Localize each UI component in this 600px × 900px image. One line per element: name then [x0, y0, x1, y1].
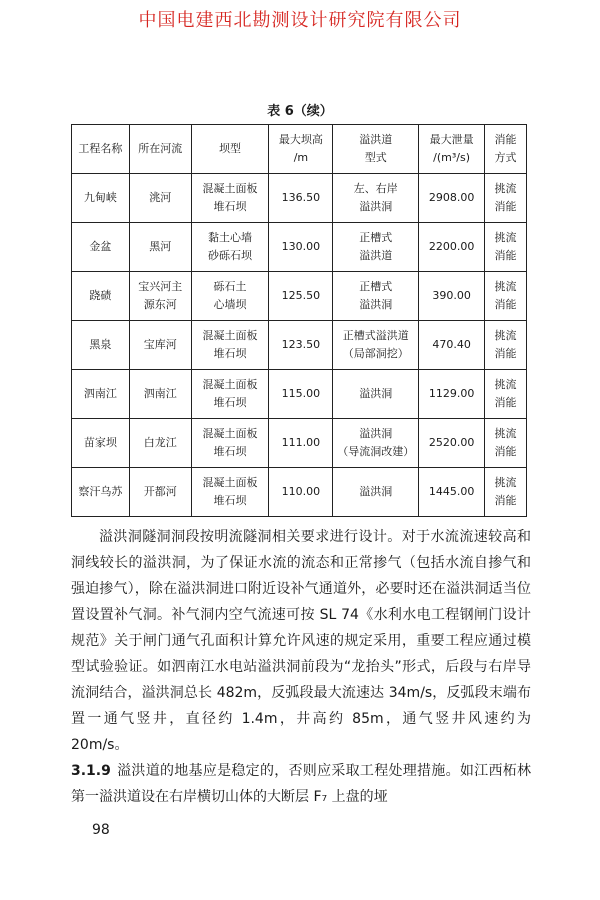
- cell-spillway-type: 正槽式溢洪道 （局部洞挖）: [333, 321, 419, 370]
- header-energy-dissipation: 消能 方式: [485, 125, 527, 174]
- cell-energy-dissipation: 挑流 消能: [485, 419, 527, 468]
- cell-spillway-type: 左、右岸 溢洪洞: [333, 174, 419, 223]
- cell-max-discharge: 2520.00: [419, 419, 485, 468]
- cell-project-name: 九甸峡: [72, 174, 130, 223]
- cell-dam-type: 混凝土面板 堆石坝: [191, 370, 269, 419]
- cell-river: 洮河: [129, 174, 191, 223]
- cell-project-name: 黑泉: [72, 321, 130, 370]
- table-row: [72, 272, 527, 321]
- cell-spillway-type: 正槽式 溢洪洞: [333, 272, 419, 321]
- cell-spillway-type: 溢洪洞: [333, 468, 419, 517]
- publisher-watermark: 中国电建西北勘测设计研究院有限公司: [138, 10, 462, 31]
- cell-project-name: 泗南江: [72, 370, 130, 419]
- cell-spillway-type: 溢洪洞 （导流洞改建）: [333, 419, 419, 468]
- table-header-row: [72, 125, 527, 174]
- header-project-name: 工程名称: [72, 125, 130, 174]
- cell-project-name: 苗家坝: [72, 419, 130, 468]
- table-row: [72, 174, 527, 223]
- cell-max-height: 110.00: [269, 468, 333, 517]
- cell-dam-type: 黏土心墙 砂砾石坝: [191, 223, 269, 272]
- cell-max-height: 125.50: [269, 272, 333, 321]
- table-row: [72, 419, 527, 468]
- cell-energy-dissipation: 挑流 消能: [485, 174, 527, 223]
- cell-max-height: 136.50: [269, 174, 333, 223]
- section-paragraph: [71, 758, 531, 810]
- cell-river: 宝库河: [129, 321, 191, 370]
- page-number: 98: [92, 822, 110, 838]
- cell-river: 黑河: [129, 223, 191, 272]
- table-caption: 表 6（续）: [267, 104, 333, 119]
- table-row: [72, 370, 527, 419]
- cell-river: 开都河: [129, 468, 191, 517]
- table-row: [72, 321, 527, 370]
- cell-max-height: 111.00: [269, 419, 333, 468]
- table-row: [72, 468, 527, 517]
- cell-spillway-type: 溢洪洞: [333, 370, 419, 419]
- cell-max-discharge: 2200.00: [419, 223, 485, 272]
- section-text: 溢洪道的地基应是稳定的，否则应采取工程处理措施。如江西柘林第一溢洪道设在右岸横切山体的大断层 F₇ 上盘的垭: [71, 763, 531, 805]
- cell-dam-type: 混凝土面板 堆石坝: [191, 419, 269, 468]
- cell-dam-type: 砾石土 心墙坝: [191, 272, 269, 321]
- cell-river: 宝兴河主 源东河: [129, 272, 191, 321]
- table-row: [72, 223, 527, 272]
- header-dam-type: 坝型: [191, 125, 269, 174]
- cell-river: 白龙江: [129, 419, 191, 468]
- cell-project-name: 跷碛: [72, 272, 130, 321]
- header-max-height: 最大坝高 /m: [269, 125, 333, 174]
- cell-dam-type: 混凝土面板 堆石坝: [191, 468, 269, 517]
- cell-max-height: 123.50: [269, 321, 333, 370]
- cell-river: 泗南江: [129, 370, 191, 419]
- cell-max-discharge: 470.40: [419, 321, 485, 370]
- cell-dam-type: 混凝土面板 堆石坝: [191, 174, 269, 223]
- cell-max-discharge: 1445.00: [419, 468, 485, 517]
- header-max-discharge: 最大泄量 /(m³/s): [419, 125, 485, 174]
- paragraph: 溢洪洞隧洞洞段按明流隧洞相关要求进行设计。对于水流流速较高和洞线较长的溢洪洞，为了保证水流的流态和正常掺气（包括水流自掺气和强迫掺气），除在溢洪洞进口附近设补气通道外，必要时还在溢洪洞适当位置设置补气洞。补气洞内空气流速可按 SL 74《水利水电工程钢闸门设计规范》关于闸门通气孔面积计算允许风速的规定采用，重要工程应通过模型试验验证。如泗南江水电站溢洪洞前段为“龙抬头”形式，后段与右岸导流洞结合，溢洪洞总长 482m，反弧段最大流速达 34m/s，反弧段末端布置一通气竖井，直径约 1.4m，井高约 85m，通气竖井风速约为 20m/s。: [71, 529, 531, 753]
- cell-energy-dissipation: 挑流 消能: [485, 321, 527, 370]
- body-text: [71, 524, 531, 810]
- header-river: 所在河流: [129, 125, 191, 174]
- dam-data-table: [71, 124, 527, 517]
- cell-max-discharge: 1129.00: [419, 370, 485, 419]
- cell-energy-dissipation: 挑流 消能: [485, 272, 527, 321]
- cell-max-discharge: 2908.00: [419, 174, 485, 223]
- cell-max-height: 130.00: [269, 223, 333, 272]
- cell-energy-dissipation: 挑流 消能: [485, 370, 527, 419]
- cell-project-name: 察汗乌苏: [72, 468, 130, 517]
- cell-dam-type: 混凝土面板 堆石坝: [191, 321, 269, 370]
- cell-max-height: 115.00: [269, 370, 333, 419]
- header-spillway-type: 溢洪道 型式: [333, 125, 419, 174]
- cell-energy-dissipation: 挑流 消能: [485, 468, 527, 517]
- cell-spillway-type: 正槽式 溢洪道: [333, 223, 419, 272]
- cell-project-name: 金盆: [72, 223, 130, 272]
- section-number: 3.1.9: [71, 763, 111, 779]
- cell-energy-dissipation: 挑流 消能: [485, 223, 527, 272]
- cell-max-discharge: 390.00: [419, 272, 485, 321]
